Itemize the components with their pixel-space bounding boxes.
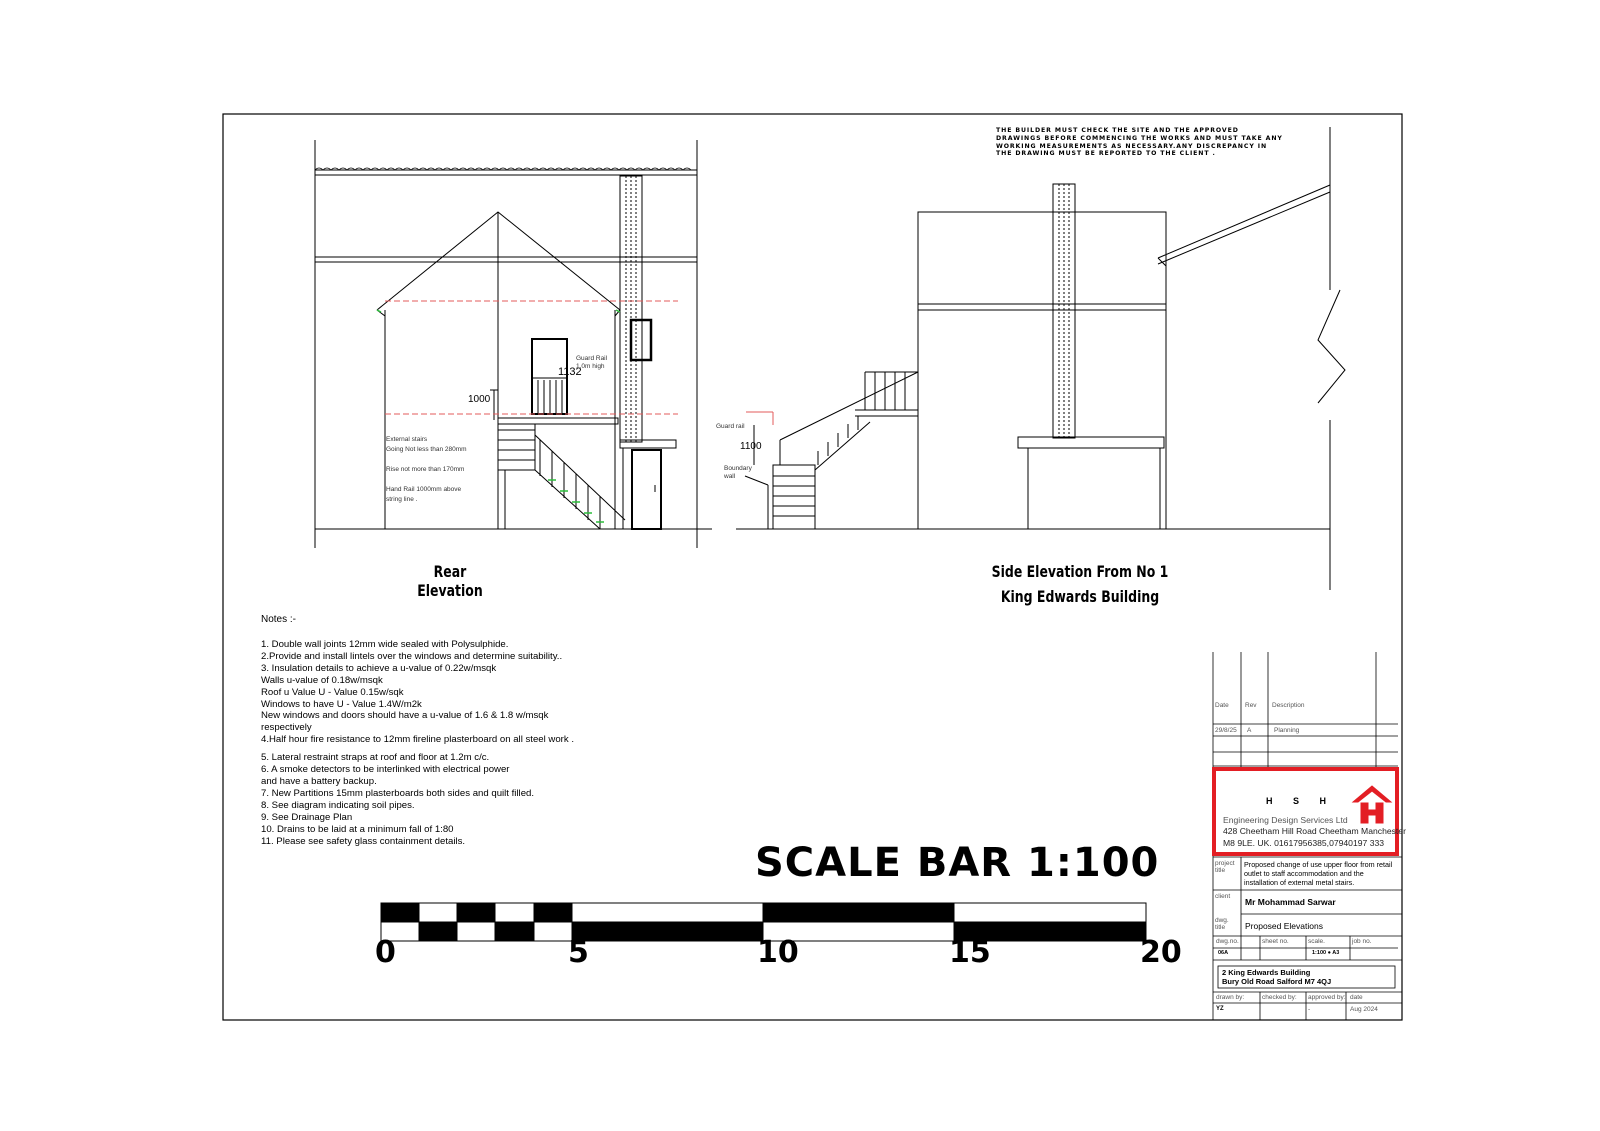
project-title-value: Proposed change of use upper floor from retail outlet to staff accommodation and the installation of external metal stairs. [1244,860,1393,887]
dwg-header-sheet: sheet no. [1262,938,1289,945]
dwg-no-value: 06A [1218,950,1229,956]
scale-label-5: 5 [568,935,589,970]
note-line: 11. Please see safety glass containment details. [261,835,466,847]
rev-header-date: Date [1215,702,1229,709]
note-line: Walls u-value of 0.18w/msqk [261,674,383,686]
client-value: Mr Mohammad Sarwar [1245,897,1336,907]
house-logo-icon [1353,786,1391,823]
note-line: and have a battery backup. [261,775,377,787]
rev-header-rev: Rev [1245,702,1257,709]
builder-note: THE BUILDER MUST CHECK THE SITE AND THE APPROVED DRAWINGS BEFORE COMMENCING THE WORKS AND MUST TAKE ANY WORKING MEASUREMENTS AS NECESSARY.ANY DISCREPANCY IN THE DRAWING MUST BE REPORTED TO THE CLIENT . [996,127,1283,158]
project-title-label: project title [1215,860,1235,874]
note-line: respectively [261,722,312,734]
company-name: H S H [1266,796,1336,806]
note-line: Windows to have U - Value 1.4W/m2k [261,698,422,710]
rear-stairs-note-0: External stairs [386,436,428,443]
dwg-title-value: Proposed Elevations [1245,921,1323,931]
title-block-lines [1213,652,1402,1020]
company-line-1: Engineering Design Services Ltd [1223,815,1348,825]
side-elevation-drawing [736,127,1345,590]
rev-row-rev: A [1247,727,1252,734]
note-line: 9. See Drainage Plan [261,811,353,823]
rear-stairs-note-2: Rise not more than 170mm [386,466,465,473]
rear-guard-rail-label: Guard Rail 1.0m high [576,355,608,370]
note-line: New windows and doors should have a u-value of 1.6 & 1.8 w/msqk [261,710,549,722]
side-elevation-title-2: King Edwards Building [1000,587,1160,606]
approved-by-value: - [1308,1006,1311,1013]
rear-dimension-label: 1000 [468,394,491,405]
side-dimension-label: 1100 [740,441,762,452]
rear-stairs-note-1: Going Not less than 280mm [386,446,467,453]
dwg-title-label: dwg. title [1215,917,1229,931]
note-line: 10. Drains to be laid at a minimum fall of 1:80 [261,823,454,835]
note-line: Roof u Value U - Value 0.15w/sqk [261,686,404,698]
sign-header-drawn: drawn by: [1216,994,1245,1001]
scale-label-15: 15 [949,935,991,970]
rear-elevation-title: Rear Elevation [417,562,483,600]
side-elevation-title-1: Side Elevation From No 1 [991,562,1169,581]
rev-row-description: Planning [1274,727,1300,734]
note-line: 6. A smoke detectors to be interlinked with electrical power [261,764,510,776]
note-line: 3. Insulation details to achieve a u-value of 0.22w/msqk [261,662,497,674]
rear-stairs-note-4: string line . [386,496,418,503]
dwg-header-no: dwg.no. [1216,938,1239,945]
address-line-1: 2 King Edwards Building [1222,968,1311,977]
side-guard-rail-label: Guard rail [716,423,745,430]
scale-label-0: 0 [375,935,396,970]
rear-stairs-note-3: Hand Rail 1000mm above [386,486,462,493]
notes-list [261,639,621,847]
scale-label-10: 10 [757,935,799,970]
scale-label-20: 20 [1140,935,1182,970]
rev-header-description: Description [1272,702,1305,709]
note-line: 1. Double wall joints 12mm wide sealed with Polysulphide. [261,639,509,650]
dwg-header-scale: scale. [1308,938,1325,945]
scale-bar-title: SCALE BAR 1:100 [755,840,1160,886]
note-line: 2.Provide and install lintels over the windows and determine suitability.. [261,650,563,662]
address-line-2: Bury Old Road Salford M7 4QJ [1222,977,1332,986]
rev-row-date: 29/8/25 [1215,727,1237,734]
note-line: 5. Lateral restraint straps at roof and floor at 1.2m c/c. [261,752,490,764]
company-line-3: M8 9LE. UK. 01617956385,07940197 333 [1223,838,1385,848]
dwg-header-job: job no. [1352,938,1372,945]
note-line: 8. See diagram indicating soil pipes. [261,799,415,811]
sign-header-approved: approved by: [1308,994,1346,1001]
scale-value: 1:100 ● A3 [1312,950,1340,956]
date-value: Aug 2024 [1350,1006,1378,1013]
sign-header-date: date [1350,994,1363,1001]
drawn-by-value: YZ [1216,1006,1224,1012]
rear-dimension-small: 1132 [558,366,582,378]
note-line: 7. New Partitions 15mm plasterboards both sides and quilt filled. [261,787,535,799]
company-line-2: 428 Cheetham Hill Road Cheetham Manchester [1223,826,1406,836]
note-line: 4.Half hour fire resistance to 12mm fireline plasterboard on all steel work . [261,734,575,746]
rear-elevation-drawing [315,140,712,548]
notes-heading: Notes :- [261,614,297,625]
client-label: client [1215,893,1231,900]
side-boundary-wall-label: Boundary wall [724,465,752,480]
sign-header-checked: checked by: [1262,994,1297,1001]
